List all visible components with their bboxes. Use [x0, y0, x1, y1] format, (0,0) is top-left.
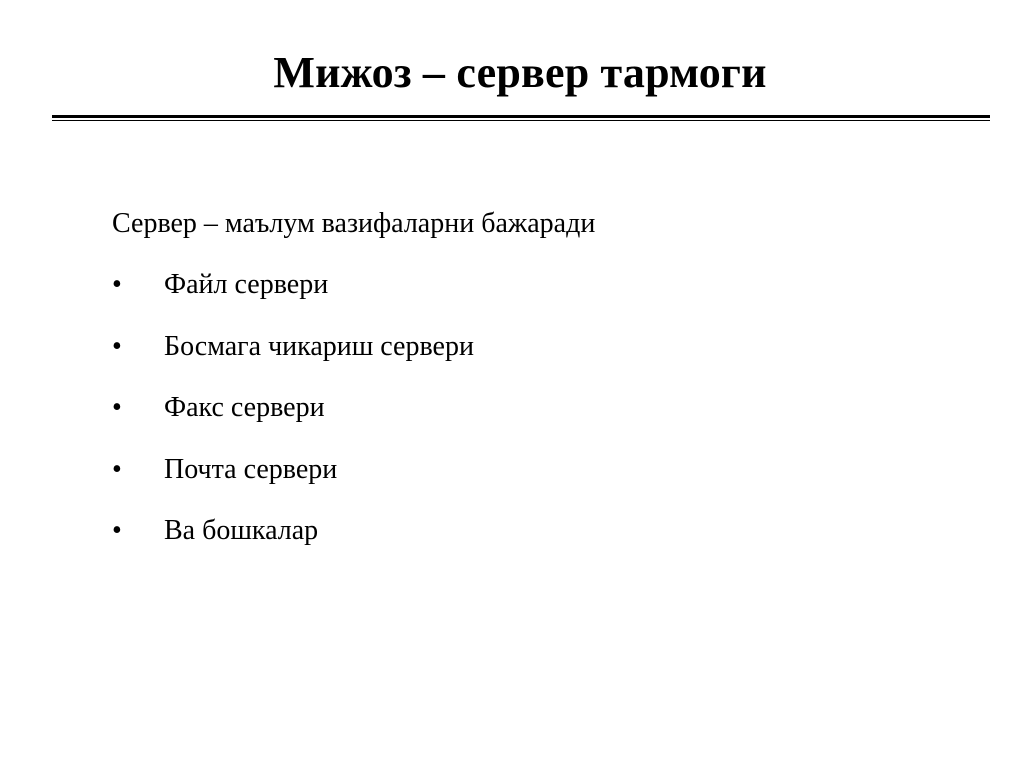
bullet-icon: •	[112, 392, 122, 423]
list-item-text: Босмага чикариш сервери	[164, 330, 474, 362]
intro-text: Сервер – маълум вазифаларни бажаради	[112, 208, 596, 239]
list-item-text: Ва бошкалар	[164, 515, 319, 546]
list-item-text: Факс сервери	[164, 392, 325, 423]
bullet-icon: •	[112, 453, 122, 485]
list-item-text: Файл сервери	[164, 269, 329, 300]
bullet-icon: •	[112, 269, 122, 300]
title-divider-thin	[52, 120, 990, 121]
title-divider-thick	[52, 115, 990, 118]
bullet-icon: •	[112, 330, 122, 362]
list-item-text: Почта сервери	[164, 453, 338, 485]
bullet-icon: •	[112, 515, 122, 546]
slide-title: Мижоз – сервер тармоги	[273, 48, 767, 97]
